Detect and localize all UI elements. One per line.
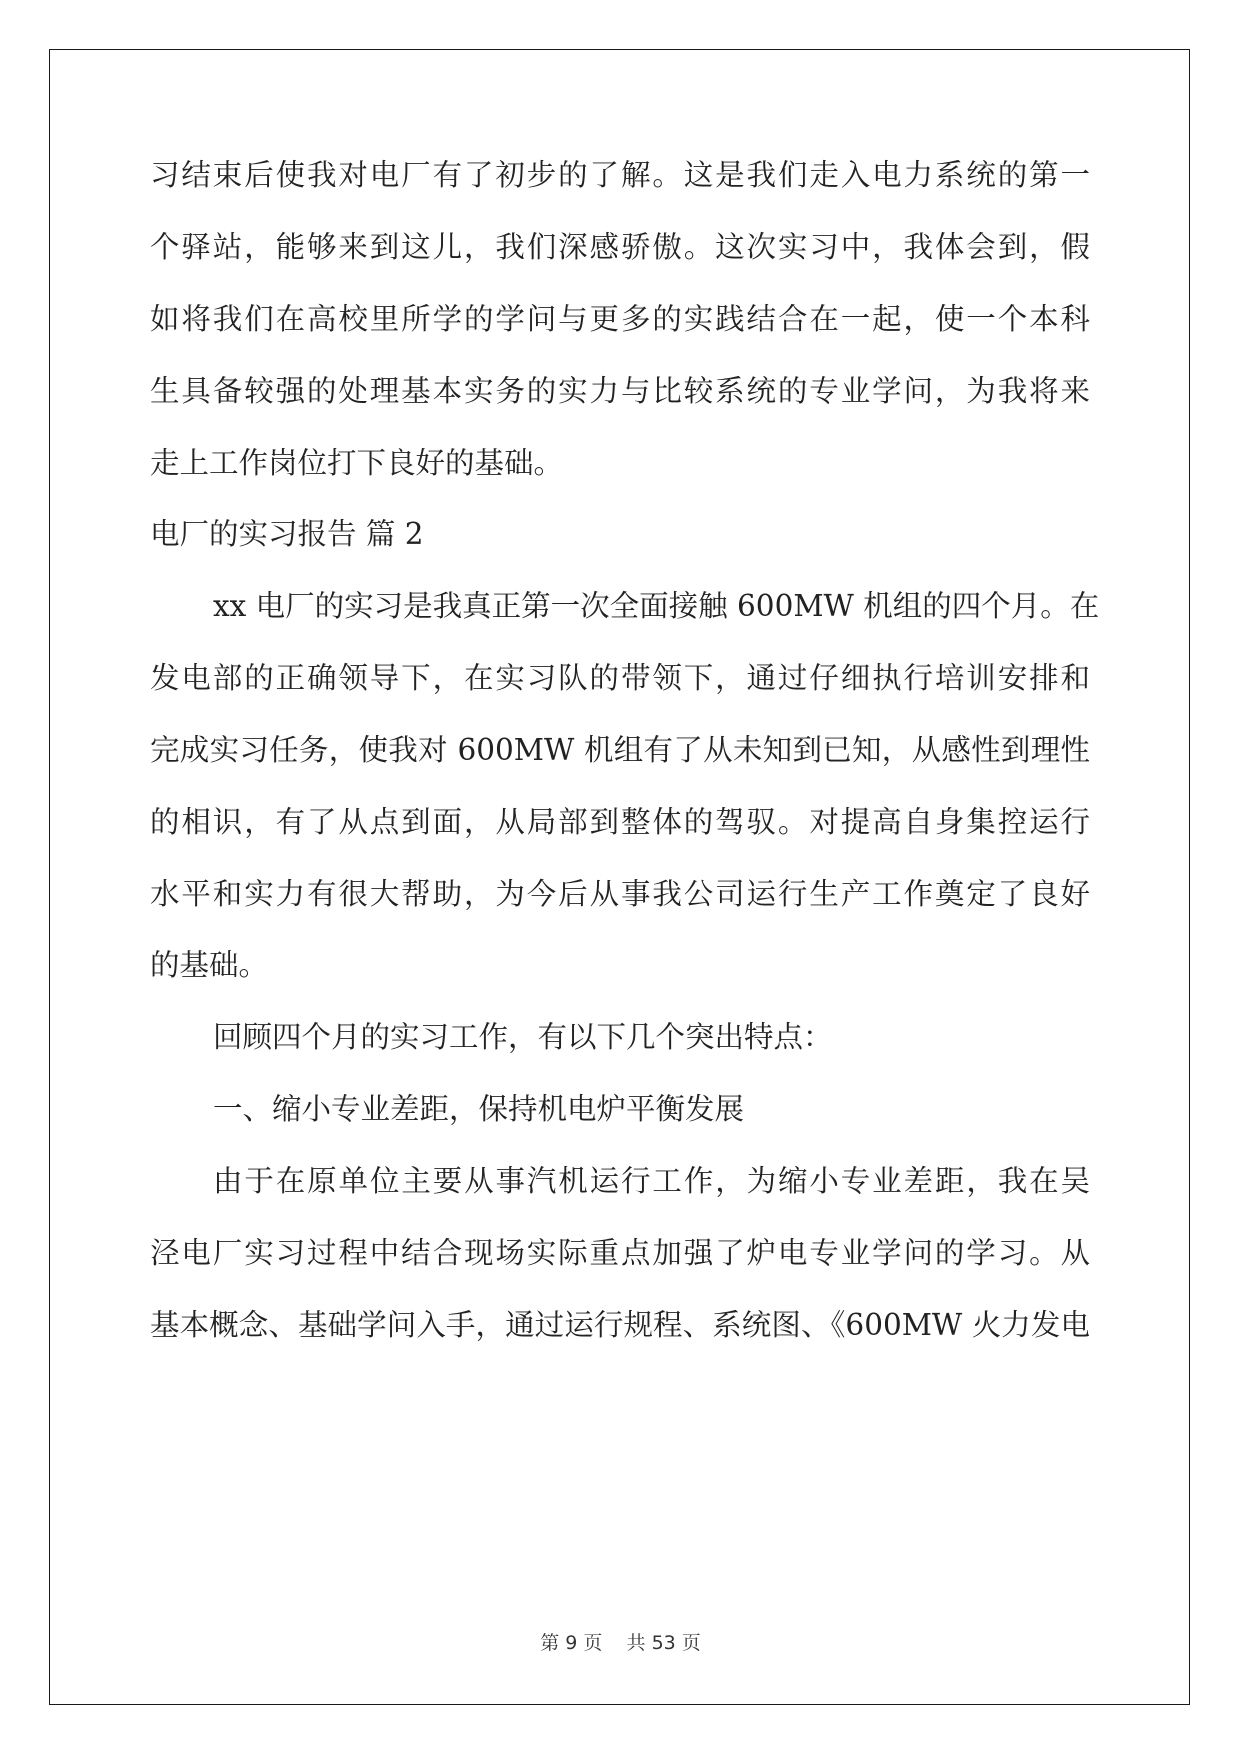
paragraph-line: 水平和实力有很大帮助，为今后从事我公司运行生产工作奠定了良好: [150, 877, 1090, 911]
paragraph-line: 走上工作岗位打下良好的基础。: [150, 446, 564, 480]
paragraph-line: 如将我们在高校里所学的学问与更多的实践结合在一起，使一个本科: [150, 302, 1090, 336]
paragraph-line: 生具备较强的处理基本实务的实力与比较系统的专业学问，为我将来: [150, 374, 1090, 408]
paragraph-line: 由于在原单位主要从事汽机运行工作，为缩小专业差距，我在吴: [213, 1164, 1090, 1198]
section-heading: 电厂的实习报告 篇 2: [150, 517, 424, 551]
subheading: 一、缩小专业差距，保持机电炉平衡发展: [213, 1092, 745, 1126]
paragraph-line: 的基础。: [150, 948, 269, 982]
paragraph-line: 个驿站，能够来到这儿，我们深感骄傲。这次实习中，我体会到，假: [150, 230, 1090, 264]
paragraph-line: 基本概念、基础学问入手，通过运行规程、系统图、《600MW 火力发电: [150, 1308, 1090, 1342]
page-number-footer: 第 9 页 共 53 页: [540, 1632, 701, 1654]
paragraph-line: 的相识，有了从点到面，从局部到整体的驾驭。对提高自身集控运行: [150, 805, 1090, 839]
paragraph-line: 泾电厂实习过程中结合现场实际重点加强了炉电专业学问的学习。从: [150, 1236, 1090, 1270]
paragraph-line: 完成实习任务，使我对 600MW 机组有了从未知到已知，从感性到理性: [150, 733, 1090, 767]
paragraph-line: 回顾四个月的实习工作，有以下几个突出特点：: [213, 1020, 833, 1054]
paragraph-line: 发电部的正确领导下，在实习队的带领下，通过仔细执行培训安排和: [150, 661, 1090, 695]
paragraph-line: 习结束后使我对电厂有了初步的了解。这是我们走入电力系统的第一: [150, 158, 1090, 192]
paragraph-line: xx 电厂的实习是我真正第一次全面接触 600MW 机组的四个月。在: [213, 589, 1100, 623]
